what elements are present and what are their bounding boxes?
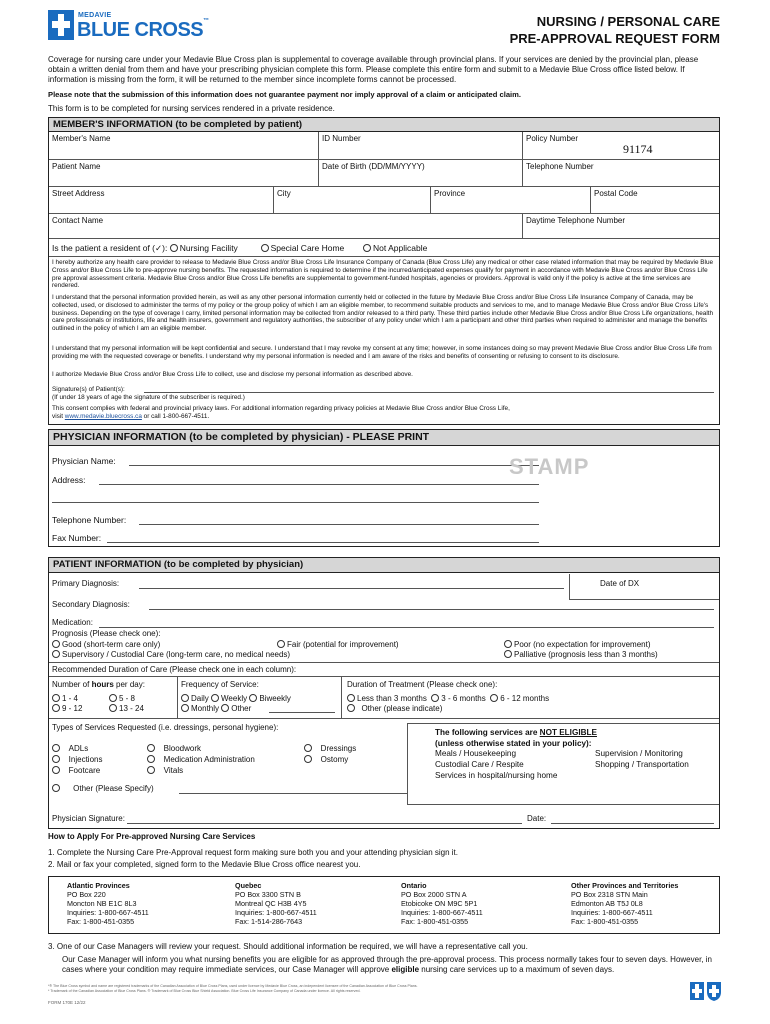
physician-section	[48, 429, 720, 547]
good-radio[interactable]	[52, 640, 60, 648]
logo-sub: MEDAVIE	[78, 12, 112, 19]
date-dx-field[interactable]: Date of DX	[569, 574, 719, 600]
trademark-notes: *® The Blue Cross symbol and name are registered trademarks of the Canadian Association of Blue Cross Plans, used under licence by Medavie Blue Cross, an independent licensee of the Canadian Association of Blue Cross Plans. * Trademark of the Canadian Association of Blue Cross Plans. ® Trademark of Blue Cross Blue Shield Association. Blue Cross Life Insurance Company of Canada under licence. All rights reserved.	[48, 984, 418, 993]
secondary-dx-label: Secondary Diagnosis:	[52, 600, 130, 609]
types-label: Types of Services Requested (i.e. dressings, personal hygiene):	[52, 723, 279, 732]
office-other: Other Provinces and Territories PO Box 2318 STN Main Edmonton AB T5J 0L8 Inquiries: 1-800-667-4511 Fax: 1-800-451-0355	[571, 881, 679, 926]
prognosis-supervisory: Supervisory / Custodial Care (long-term care, no medical needs)	[52, 650, 290, 660]
patient-name-field[interactable]: Patient Name	[49, 160, 319, 187]
form-title	[510, 14, 720, 48]
website-link[interactable]: www.medavie.bluecross.ca	[64, 412, 142, 420]
logo-main: BLUE CROSS™	[77, 18, 209, 41]
vitals-checkbox[interactable]	[147, 766, 155, 774]
other-service: Other (Please Specify)	[52, 784, 154, 794]
col-divider	[177, 676, 178, 718]
prognosis-good: Good (short-term care only)	[52, 640, 160, 650]
member-section	[48, 117, 720, 425]
blue-cross-shield-icon	[690, 980, 722, 1002]
patient-signature-line[interactable]	[144, 392, 714, 393]
not-applicable-radio[interactable]	[363, 244, 371, 252]
address-label: Address:	[52, 475, 86, 485]
blue-cross-logo-icon	[48, 10, 74, 40]
dur-row-2: Other (please indicate)	[347, 704, 442, 714]
duration-label: Duration of Treatment (Please check one):	[347, 680, 498, 689]
signature-note: (If under 18 years of age the signature of the subscriber is required.)	[52, 394, 245, 401]
not-eligible-box: The following services are NOT ELIGIBLE (unless otherwise stated in your policy): Meals / Housekeeping Custodial Care / Respite Services in hospital/nursing home Supervision / Monitoring Shopping / Transportation	[407, 723, 719, 805]
other-service-input[interactable]	[179, 793, 407, 794]
policy-number-value: 91174	[623, 142, 653, 156]
bloodwork-checkbox[interactable]	[147, 744, 155, 752]
contact-name-field[interactable]: Contact Name	[49, 214, 523, 239]
telephone-field[interactable]: Telephone Number	[523, 160, 719, 187]
other-dur-radio[interactable]	[347, 704, 355, 712]
dur-row-1: Less than 3 months 3 - 6 months 6 - 12 months	[347, 694, 549, 704]
freq-row-2: Monthly Other	[181, 704, 251, 714]
office-ontario: Ontario PO Box 2000 STN A Etobicoke ON M9C 5P1 Inquiries: 1-800-667-4511 Fax: 1-800-451-0355	[401, 881, 483, 926]
ostomy-checkbox[interactable]	[304, 755, 312, 763]
freq-row-1: Daily Weekly Biweekly	[181, 694, 291, 704]
phone-input[interactable]	[139, 524, 539, 525]
hours-9-12: 9 - 12	[52, 704, 82, 714]
weekly-radio[interactable]	[211, 694, 219, 702]
address-input-1[interactable]	[99, 484, 539, 485]
private-residence-note: This form is to be completed for nursing services rendered in a private residence.	[48, 104, 335, 113]
province-field[interactable]: Province	[431, 187, 591, 214]
phone-label: Telephone Number:	[52, 515, 127, 525]
injections-checkbox[interactable]	[52, 755, 60, 763]
fax-label: Fax Number:	[52, 533, 102, 543]
other-service-checkbox[interactable]	[52, 784, 60, 792]
physician-name-label: Physician Name:	[52, 456, 116, 466]
physician-name-input[interactable]	[129, 465, 539, 466]
offices-box	[48, 876, 720, 934]
poor-radio[interactable]	[504, 640, 512, 648]
physician-signature-input[interactable]	[127, 823, 522, 824]
policy-number-field[interactable]: Policy Number 91174	[523, 132, 719, 160]
divider	[49, 676, 719, 677]
biweekly-radio[interactable]	[249, 694, 257, 702]
dressings-checkbox[interactable]	[304, 744, 312, 752]
authorization-2: I understand that the personal information provided herein, as well as any other personal information currently held or collected in the future by Medavie Blue Cross and/or Blue Cross Life Insurance Company of Canada, may be collected, used, or disclosed to administer the terms of my policy or the group policy of which I am an eligible member, to recommend suitable products and services to me, and to manage Medavie Blue Cross and/or Blue Cross Life's business. Depending on the type of coverage I carry, limited personal information may be collected from and/or released to a third party. These third parties include other Medavie Blue Cross and/or Blue Cross Life organizations, health care professionals or institutions, life and health insurers, government and regulatory authorities, the subscriber of any policy under which I am a participant and other third parties when required to administer and manage the benefits outlined in the policy of which I am an eligible member.	[52, 294, 714, 333]
patient-header: PATIENT INFORMATION (to be completed by physician)	[49, 558, 719, 573]
hours-9-12-radio[interactable]	[52, 704, 60, 712]
secondary-dx-input[interactable]	[149, 609, 714, 610]
payment-note: Please note that the submission of this information does not guarantee payment nor imply approval of a claim or anticipated claim.	[48, 90, 522, 99]
authorization-3: I understand that my personal information will be kept confidential and secure. I understand that I may revoke my consent at any time; however, in some instances doing so may prevent Medavie Blue Cross and/or Blue Cross Life from providing me with the requested coverage or benefits. I understand why my personal information is needed and I am aware of the risks and benefits of consenting or refusing to consent to its disclosure.	[52, 345, 712, 360]
services-col-1: ADLs Injections Footcare	[52, 744, 102, 776]
supervisory-radio[interactable]	[52, 650, 60, 658]
primary-dx-label: Primary Diagnosis:	[52, 579, 120, 588]
hours-13-24-radio[interactable]	[109, 704, 117, 712]
prognosis-poor: Poor (no expectation for improvement)	[504, 640, 651, 650]
not-eligible-col-1: Meals / Housekeeping Custodial Care / Respite Services in hospital/nursing home	[435, 749, 558, 780]
dob-field[interactable]: Date of Birth (DD/MM/YYYY)	[319, 160, 523, 187]
physician-header: PHYSICIAN INFORMATION (to be completed by physician) - PLEASE PRINT	[49, 430, 719, 446]
6-12-radio[interactable]	[490, 694, 498, 702]
fax-input[interactable]	[107, 542, 539, 543]
hours-5-8: 5 - 8	[109, 694, 135, 704]
special-care-home-radio[interactable]	[261, 244, 269, 252]
daytime-phone-field[interactable]: Daytime Telephone Number	[523, 214, 719, 239]
frequency-label: Frequency of Service:	[181, 680, 259, 689]
patient-section	[48, 557, 720, 829]
other-freq-radio[interactable]	[221, 704, 229, 712]
form-number: FORM 170E 12/22	[48, 1000, 86, 1005]
col-divider	[341, 676, 342, 718]
divider	[49, 256, 719, 257]
monthly-radio[interactable]	[181, 704, 189, 712]
apply-step-1: 1. Complete the Nursing Care Pre-Approval request form making sure both you and your attending physician sign it.	[48, 848, 458, 857]
primary-dx-input[interactable]	[139, 588, 564, 589]
apply-title: How to Apply For Pre-approved Nursing Care Services	[48, 832, 256, 841]
authorization-1: I hereby authorize any health care provider to release to Medavie Blue Cross and/or Blue Cross Life Insurance Company of Canada (Blue Cross Life) any medical or other case related information that may be required by Medavie Blue Cross and/or Blue Cross Life to pre-approve nursing benefits. The requested information is required to determine if the incurred/anticipated expenses qualify for payment in accordance with Medavie Blue Cross and/or Blue Cross Life pre approval assessment criteria. Medavie Blue Cross and/or Blue Cross Life benefits are supplemental to government-funded hospitals, agencies or providers. Approval is valid only if the policy is active at the time services are rendered.	[52, 259, 714, 290]
address-input-2[interactable]	[52, 502, 539, 503]
divider	[49, 662, 719, 663]
duration-question: Recommended Duration of Care (Please check one in each column):	[52, 665, 297, 674]
title-line-2: PRE-APPROVAL REQUEST FORM	[509, 30, 720, 46]
prognosis-label: Prognosis (Please check one):	[52, 629, 161, 638]
divider	[49, 718, 719, 719]
services-col-2: Bloodwork Medication Administration Vitals	[147, 744, 255, 776]
3-6-radio[interactable]	[431, 694, 439, 702]
hours-1-4-radio[interactable]	[52, 694, 60, 702]
footcare-checkbox[interactable]	[52, 766, 60, 774]
postal-code-field[interactable]: Postal Code	[591, 187, 719, 214]
office-atlantic: Atlantic Provinces PO Box 220 Moncton NB E1C 8L3 Inquiries: 1-800-667-4511 Fax: 1-800-451-0355	[67, 881, 149, 926]
fair-radio[interactable]	[277, 640, 285, 648]
medication-input[interactable]	[99, 627, 714, 628]
resident-row: Is the patient a resident of (✓): Nursing Facility Special Care Home Not Applicable	[52, 243, 428, 253]
less-3-radio[interactable]	[347, 694, 355, 702]
consent-text: This consent complies with federal and provincial privacy laws. For additional information regarding privacy policies at Medavie Blue Cross and/or Blue Cross Life, visit www.medavie.bluecross.ca or call 1-800-667-4511.	[52, 405, 510, 420]
hours-1-4: 1 - 4	[52, 694, 78, 704]
city-field[interactable]: City	[274, 187, 431, 214]
apply-step-2: 2. Mail or fax your completed, signed form to the Medavie Blue Cross office nearest you.	[48, 860, 361, 869]
prognosis-fair: Fair (potential for improvement)	[277, 640, 399, 650]
title-line-1: NURSING / PERSONAL CARE	[536, 14, 720, 29]
apply-step-3: 3. One of our Case Managers will review your request. Should additional information be required, we will have a representative call you.	[48, 942, 528, 951]
authorization-4: I authorize Medavie Blue Cross and/or Blue Cross Life to collect, use and disclose my personal information as described above.	[52, 371, 413, 378]
street-field[interactable]: Street Address	[49, 187, 274, 214]
apply-paragraph: Our Case Manager will inform you what nursing benefits you are eligible for as approved through the pre-approval process. This process normally takes four to seven days. However, in cases where your condition may require immediate services, our Case Manager will approve eligible nursing care services up to a maximum of seven days.	[62, 955, 712, 974]
member-header: MEMBER'S INFORMATION (to be completed by patient)	[49, 118, 719, 132]
adls-checkbox[interactable]	[52, 744, 60, 752]
nursing-facility-radio[interactable]	[170, 244, 178, 252]
palliative-radio[interactable]	[504, 650, 512, 658]
daily-radio[interactable]	[181, 694, 189, 702]
hours-13-24: 13 - 24	[109, 704, 144, 714]
physician-signature-label: Physician Signature:	[52, 814, 125, 823]
services-col-3: Dressings Ostomy	[304, 744, 356, 766]
hours-5-8-radio[interactable]	[109, 694, 117, 702]
hours-label: Number of hours per day:	[52, 680, 145, 689]
date-label: Date:	[527, 814, 547, 823]
prognosis-palliative: Palliative (prognosis less than 3 months)	[504, 650, 658, 660]
other-freq-input[interactable]	[269, 712, 335, 713]
date-input[interactable]	[551, 823, 714, 824]
intro-text: Coverage for nursing care under your Medavie Blue Cross plan is supplemental to coverage available through provincial plans. If your services are denied by the provincial plan, please obtain a written denial from them and have your prescribing physician complete this form. Please complete this entire form and submit to a Medavie Blue Cross office listed below. If information is missing from the form, it will be returned to the member since incomplete forms cannot be processed.	[48, 55, 699, 84]
med-admin-checkbox[interactable]	[147, 755, 155, 763]
member-name-field[interactable]: Member's Name	[49, 132, 319, 160]
medication-label: Medication:	[52, 618, 93, 627]
not-eligible-col-2: Supervision / Monitoring Shopping / Transportation	[595, 749, 689, 769]
office-quebec: Quebec PO Box 3300 STN B Montreal QC H3B 4Y5 Inquiries: 1-800-667-4511 Fax: 1-514-286-7643	[235, 881, 317, 926]
id-number-field[interactable]: ID Number	[319, 132, 523, 160]
signature-label: Signature(s) of Patient(s):	[52, 386, 125, 393]
stamp-area: STAMP	[509, 454, 590, 479]
medavie-blue-cross-logo	[48, 10, 248, 44]
